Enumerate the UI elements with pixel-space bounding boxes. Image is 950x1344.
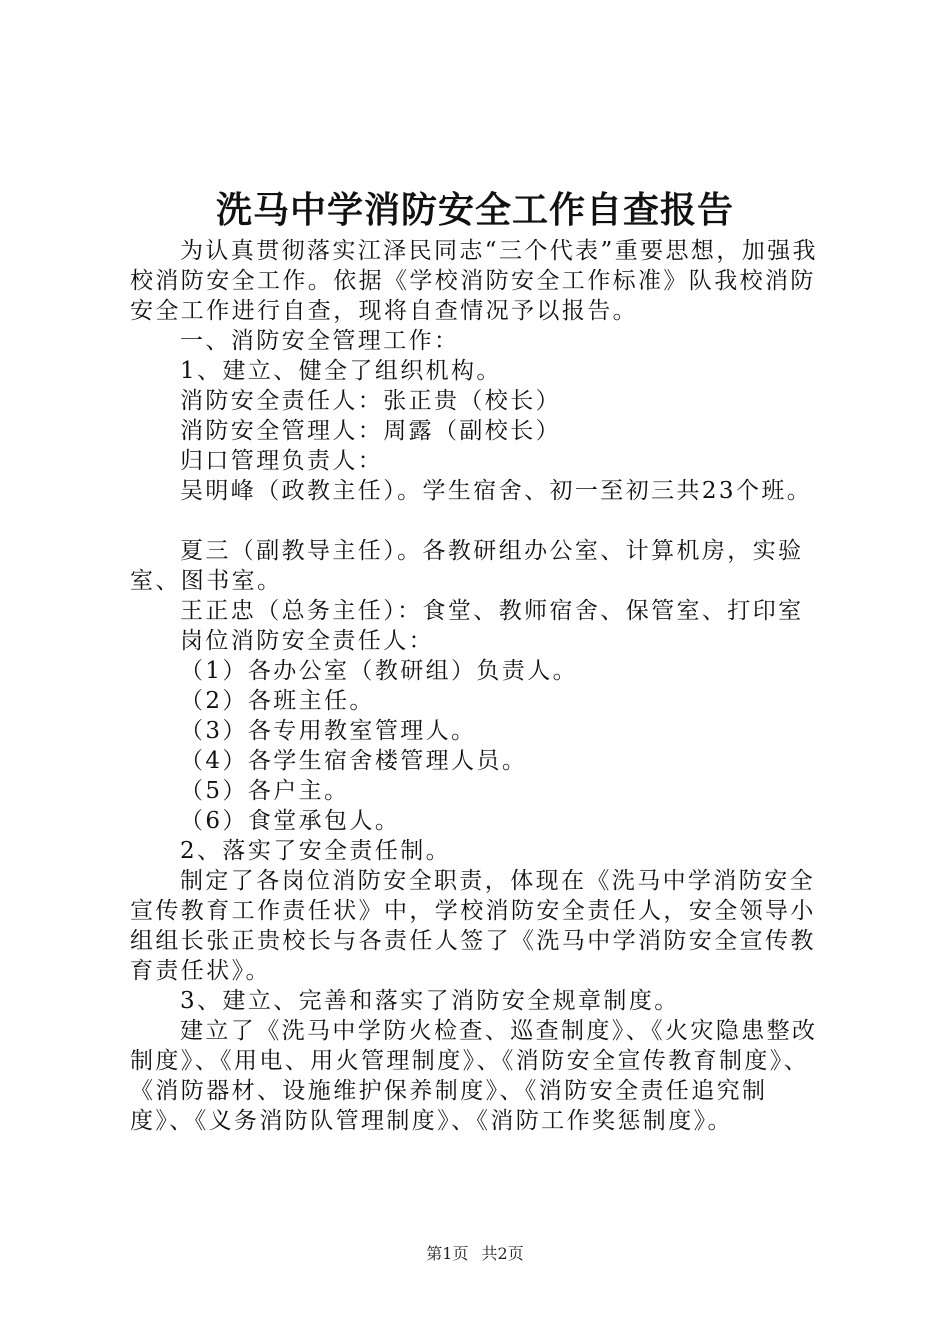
list-item-5: （5）各户主。 bbox=[180, 778, 350, 804]
list-item-3: （3）各专用教室管理人。 bbox=[180, 718, 477, 744]
line-department-head: 归口管理负责人： bbox=[180, 448, 384, 474]
document-body bbox=[130, 236, 832, 1136]
paragraph-responsibility: 制定了各岗位消防安全职责，体现在《洗马中学消防安全宣传教育工作责任状》中，学校消防安全责任人，安全领导小组组长张正贵校长与各责任人签了《洗马中学消防安全宣传教育责任状》。 bbox=[130, 868, 816, 984]
subheading-responsibility: 2、落实了安全责任制。 bbox=[180, 838, 452, 864]
list-item-1: （1）各办公室（教研组）负责人。 bbox=[180, 658, 579, 684]
page-number: 第1页 bbox=[426, 1244, 469, 1263]
paragraph-intro: 为认真贯彻落实江泽民同志“三个代表”重要思想，加强我校消防安全工作。依据《学校消防安全工作标准》队我校消防安全工作进行自查，现将自查情况予以报告。 bbox=[130, 238, 818, 324]
list-item-6: （6）食堂承包人。 bbox=[180, 808, 401, 834]
subheading-organization: 1、建立、健全了组织机构。 bbox=[180, 358, 502, 384]
paragraph-regulations: 建立了《洗马中学防火检查、巡查制度》、《火灾隐患整改制度》、《用电、用火管理制度》、《消防安全宣传教育制度》、《消防器材、设施维护保养制度》、《消防安全责任追究制度》、《义务消防队管理制度》、《消防工作奖惩制度》。 bbox=[130, 1018, 818, 1134]
page-footer bbox=[0, 1242, 950, 1266]
page-total: 共2页 bbox=[481, 1244, 524, 1263]
line-xia-san: 夏三（副教导主任）。各教研组办公室、计算机房，实验室、图书室。 bbox=[130, 538, 804, 594]
subheading-regulations: 3、建立、完善和落实了消防安全规章制度。 bbox=[180, 988, 680, 1014]
list-item-2: （2）各班主任。 bbox=[180, 688, 375, 714]
line-wu-mingfeng: 吴明峰（政教主任）。学生宿舍、初一至初三共23个班。 bbox=[180, 478, 813, 504]
line-post-responsible: 岗位消防安全责任人： bbox=[180, 628, 434, 654]
blank-line bbox=[130, 506, 832, 536]
line-wang-zhengzhong: 王正忠（总务主任）：食堂、教师宿舍、保管室、打印室 bbox=[180, 598, 804, 624]
line-responsible-person: 消防安全责任人：张正贵（校长） bbox=[180, 388, 561, 414]
section-heading-management: 一、消防安全管理工作： bbox=[180, 328, 460, 354]
list-item-4: （4）各学生宿舍楼管理人员。 bbox=[180, 748, 528, 774]
line-manager: 消防安全管理人：周露（副校长） bbox=[180, 418, 561, 444]
document-title: 洗马中学消防安全工作自查报告 bbox=[215, 189, 734, 231]
